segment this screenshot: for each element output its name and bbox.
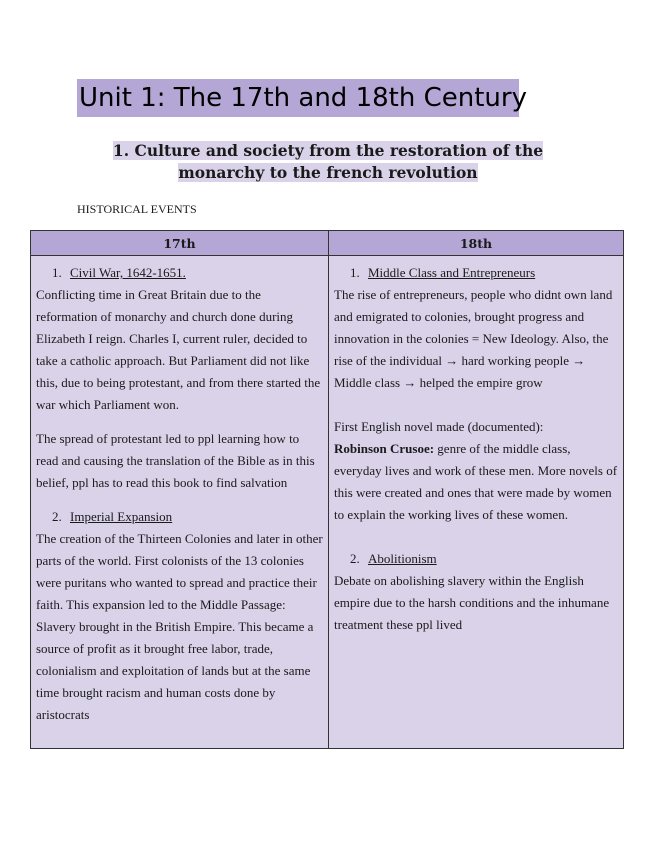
heading-text: Middle Class and Entrepreneurs [368, 265, 536, 280]
paragraph-civil-war: Conflicting time in Great Britain due to the reformation of monarchy and church done during Elizabeth I reign. Charles I, current ruler, decided to take a catholic approach. But Parliament did not like this, due to being protestant, and from there started the war which Parliament won. [36, 287, 321, 412]
heading-imperial-expansion [36, 506, 324, 528]
heading-text: Civil War, 1642-1651. [70, 265, 186, 280]
novel-title: Robinson Crusoe: [334, 441, 435, 456]
novel-intro: First English novel made (documented): [334, 419, 544, 434]
heading-text: Abolitionism [368, 551, 437, 566]
table-header-row [31, 231, 624, 256]
list-number: 2. [52, 509, 62, 524]
cell-18th [329, 256, 624, 749]
historical-events-table [30, 230, 624, 749]
column-header-17th: 17th [31, 231, 329, 256]
list-number: 1. [350, 265, 360, 280]
paragraph-protestant: The spread of protestant led to ppl learning how to read and causing the translation of the Bible as in this belief, ppl has to read this book to find salvation [36, 431, 315, 490]
subtitle-line-2: monarchy to the french revolution [178, 163, 478, 182]
section-subtitle [100, 140, 556, 184]
heading-text: Imperial Expansion [70, 509, 173, 524]
heading-abolitionism [334, 548, 619, 570]
column-header-18th: 18th [329, 231, 624, 256]
paragraph-first-novel [334, 416, 619, 526]
novel-description: genre of the middle class, everyday lives and work of these men. More novels of this were created and ones that were made by women to explain the working lives of these women. [334, 441, 618, 522]
subtitle-line-1: 1. Culture and society from the restoration of the [112, 141, 544, 160]
table-row [31, 256, 624, 749]
page-title: Unit 1: The 17th and 18th Century [77, 79, 519, 117]
cell-17th [31, 256, 329, 749]
list-number: 2. [350, 551, 360, 566]
paragraph-middle-class: The rise of entrepreneurs, people who didnt own land and emigrated to colonies, brought progress and innovation in the colonies = New Ideology. Also, the rise of the individual → hard working people → Middle class → helped the empire grow [334, 287, 613, 390]
heading-middle-class [334, 262, 619, 284]
section-label: HISTORICAL EVENTS [77, 202, 197, 216]
paragraph-abolitionism: Debate on abolishing slavery within the English empire due to the harsh conditions and the inhumane treatment these ppl lived [334, 573, 610, 632]
list-number: 1. [52, 265, 62, 280]
heading-civil-war [36, 262, 324, 284]
paragraph-imperial-expansion: The creation of the Thirteen Colonies and later in other parts of the world. First colonists of the 13 colonies were puritans who wanted to spread and practice their faith. This expansion led to the Middle Passage: Slavery brought in the British Empire. This became a source of profit as it brought free labor, trade, colonialism and exploitation of lands but at the same time brought racism and human costs done by aristocrats [36, 531, 323, 722]
